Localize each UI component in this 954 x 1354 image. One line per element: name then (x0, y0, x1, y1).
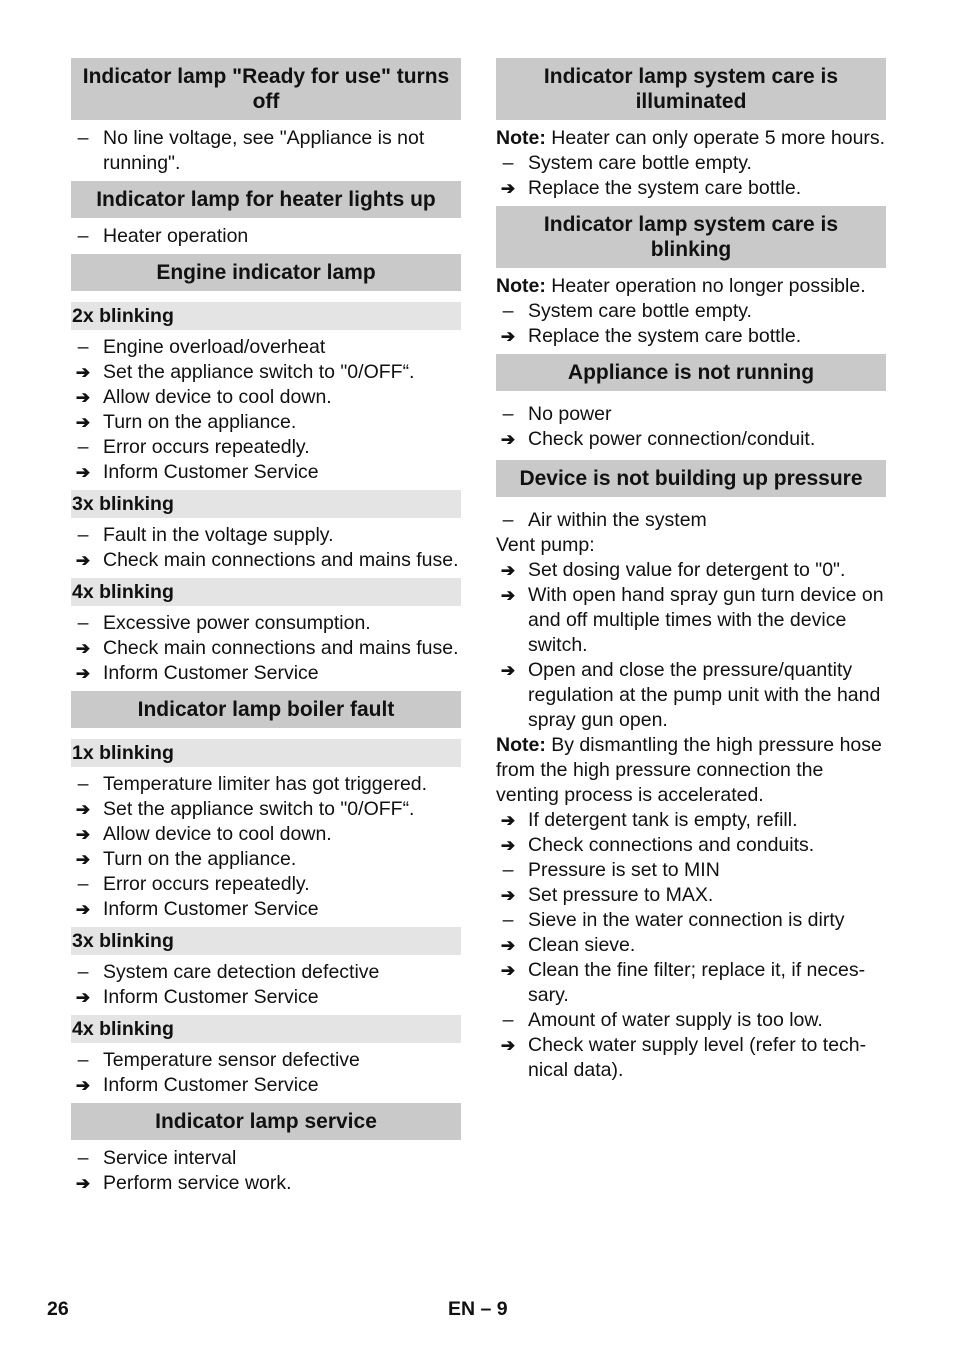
arrow-right-icon: ➔ (500, 179, 516, 198)
list-item: ➔ With open hand spray gun turn device on and off multiple times with the device switch. (496, 583, 886, 658)
arrow-right-icon: ➔ (500, 961, 516, 980)
list-item: – Fault in the voltage supply. (71, 523, 461, 548)
arrow-right-icon: ➔ (75, 988, 91, 1007)
arrow-right-icon: ➔ (75, 413, 91, 432)
section-heading: Indicator lamp boiler fault (71, 691, 461, 728)
section-heading: Indicator lamp for heater lights up (71, 181, 461, 218)
arrow-right-icon: ➔ (500, 661, 516, 680)
dash-marker: – (77, 436, 89, 458)
list-item: ➔ Check main connections and mains fuse. (71, 636, 461, 661)
right-column (496, 58, 886, 1083)
list-item: – Heater operation (71, 224, 461, 249)
list-item: ➔ Set the appliance switch to "0/OFF“. (71, 797, 461, 822)
list-item: ➔ Inform Customer Service (71, 897, 461, 922)
section-heading: Indicator lamp system care is blinking (496, 206, 886, 268)
list-item: ➔ Allow device to cool down. (71, 822, 461, 847)
list-item: – Air within the system (496, 508, 886, 533)
arrow-right-icon: ➔ (75, 850, 91, 869)
list-item: ➔ Check main connections and mains fuse. (71, 548, 461, 573)
dash-marker: – (502, 509, 514, 531)
arrow-right-icon: ➔ (500, 586, 516, 605)
list-item: ➔ Set pressure to MAX. (496, 883, 886, 908)
subsection-heading: 1x blinking (71, 739, 461, 767)
arrow-right-icon: ➔ (500, 1036, 516, 1055)
list-item: ➔ Replace the system care bottle. (496, 176, 886, 201)
section-heading: Indicator lamp "Ready for use" turns off (71, 58, 461, 120)
list-item: – Engine overload/overheat (71, 335, 461, 360)
list-item: – No line voltage, see "Appliance is not running". (71, 126, 461, 176)
arrow-right-icon: ➔ (75, 664, 91, 683)
list-item: – System care bottle empty. (496, 151, 886, 176)
arrow-right-icon: ➔ (75, 551, 91, 570)
list-item: ➔ Inform Customer Service (71, 985, 461, 1010)
arrow-right-icon: ➔ (75, 800, 91, 819)
subsection-heading: 3x blinking (71, 927, 461, 955)
list-item: ➔ Turn on the appliance. (71, 410, 461, 435)
dash-marker: – (502, 859, 514, 881)
list-item: ➔ Open and close the pressure/quantity regulation at the pump unit with the hand spray gun open. (496, 658, 886, 733)
arrow-right-icon: ➔ (75, 1076, 91, 1095)
section-heading: Appliance is not running (496, 354, 886, 391)
note-paragraph: Note: By dismantling the high pressure hose from the high pressure connection the venting process is accelerated. (496, 734, 882, 806)
list-item: ➔ Perform service work. (71, 1171, 461, 1196)
list-item: – Amount of water supply is too low. (496, 1008, 886, 1033)
arrow-right-icon: ➔ (500, 327, 516, 346)
dash-marker: – (502, 1009, 514, 1031)
arrow-right-icon: ➔ (75, 639, 91, 658)
list-item: – Sieve in the water connection is dirty (496, 908, 886, 933)
vent-label: Vent pump: (496, 534, 595, 556)
arrow-right-icon: ➔ (75, 825, 91, 844)
list-item: – Error occurs repeatedly. (71, 435, 461, 460)
list-item: – Service interval (71, 1146, 461, 1171)
arrow-right-icon: ➔ (500, 936, 516, 955)
page-code: EN – 9 (448, 1298, 508, 1320)
list-item: ➔ Inform Customer Service (71, 661, 461, 686)
arrow-right-icon: ➔ (500, 836, 516, 855)
dash-marker: – (77, 873, 89, 895)
dash-marker: – (77, 1049, 89, 1071)
list-item: – Pressure is set to MIN (496, 858, 886, 883)
dash-marker: – (77, 1147, 89, 1169)
section-heading: Engine indicator lamp (71, 254, 461, 291)
list-item: – No power (496, 402, 886, 427)
list-item: ➔ Set the appliance switch to "0/OFF“. (71, 360, 461, 385)
list-item: ➔ Inform Customer Service (71, 1073, 461, 1098)
arrow-right-icon: ➔ (500, 561, 516, 580)
dash-marker: – (77, 225, 89, 247)
list-item: – System care bottle empty. (496, 299, 886, 324)
arrow-right-icon: ➔ (75, 363, 91, 382)
list-item: – Temperature sensor defective (71, 1048, 461, 1073)
subsection-heading: 4x blinking (71, 1015, 461, 1043)
list-item: ➔ Clean the fine filter; replace it, if neces-sary. (496, 958, 886, 1008)
arrow-right-icon: ➔ (500, 886, 516, 905)
list-item: ➔ Check connections and conduits. (496, 833, 886, 858)
list-item: ➔ Clean sieve. (496, 933, 886, 958)
list-item: ➔ If detergent tank is empty, refill. (496, 808, 886, 833)
note-paragraph: Note: Heater operation no longer possible. (496, 275, 866, 297)
page-number: 26 (47, 1298, 69, 1320)
arrow-right-icon: ➔ (500, 430, 516, 449)
dash-marker: – (77, 612, 89, 634)
list-item: ➔ Inform Customer Service (71, 460, 461, 485)
list-item: ➔ Check power connection/conduit. (496, 427, 886, 452)
list-item: – Excessive power consumption. (71, 611, 461, 636)
dash-marker: – (77, 773, 89, 795)
dash-marker: – (77, 524, 89, 546)
dash-marker: – (77, 961, 89, 983)
arrow-right-icon: ➔ (500, 811, 516, 830)
dash-marker: – (502, 909, 514, 931)
section-heading: Indicator lamp system care is illuminated (496, 58, 886, 120)
list-item: ➔ Turn on the appliance. (71, 847, 461, 872)
list-item: – Error occurs repeatedly. (71, 872, 461, 897)
arrow-right-icon: ➔ (75, 1174, 91, 1193)
dash-marker: – (77, 127, 89, 149)
section-heading: Device is not building up pressure (496, 460, 886, 497)
subsection-heading: 4x blinking (71, 578, 461, 606)
list-item: ➔ Allow device to cool down. (71, 385, 461, 410)
list-item: – System care detection defective (71, 960, 461, 985)
section-heading: Indicator lamp service (71, 1103, 461, 1140)
subsection-heading: 3x blinking (71, 490, 461, 518)
dash-marker: – (502, 403, 514, 425)
list-item: ➔ Set dosing value for detergent to "0". (496, 558, 886, 583)
arrow-right-icon: ➔ (75, 900, 91, 919)
list-item: – Temperature limiter has got triggered. (71, 772, 461, 797)
left-column (71, 58, 461, 1196)
arrow-right-icon: ➔ (75, 388, 91, 407)
subsection-heading: 2x blinking (71, 302, 461, 330)
dash-marker: – (502, 300, 514, 322)
dash-marker: – (77, 336, 89, 358)
dash-marker: – (502, 152, 514, 174)
list-item: ➔ Check water supply level (refer to tech-nical data). (496, 1033, 886, 1083)
note-paragraph: Note: Heater can only operate 5 more hours. (496, 127, 886, 149)
arrow-right-icon: ➔ (75, 463, 91, 482)
list-item: ➔ Replace the system care bottle. (496, 324, 886, 349)
